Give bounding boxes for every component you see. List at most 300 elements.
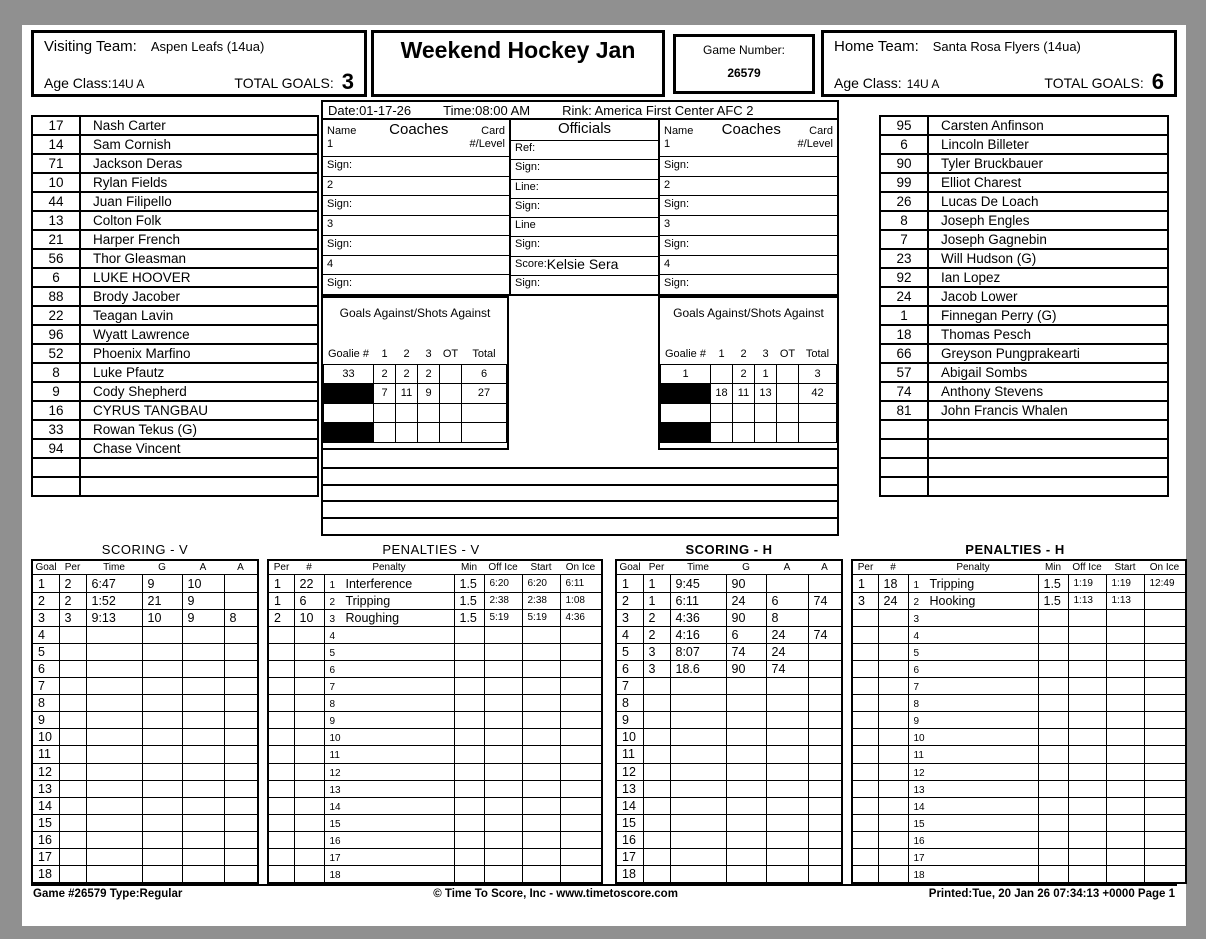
cell: Phoenix Marfino — [80, 344, 318, 363]
cell — [454, 797, 484, 814]
table-row — [32, 420, 318, 439]
table-row — [880, 173, 1168, 192]
cell: 11 — [616, 746, 643, 763]
cell — [86, 660, 142, 677]
cell — [1038, 678, 1068, 695]
penalty-row-number: 1 — [913, 579, 920, 591]
penalty-row-number: 11 — [913, 750, 924, 762]
cell — [182, 797, 224, 814]
coach-row: 4 — [323, 255, 509, 275]
cell — [484, 712, 522, 729]
cell — [766, 678, 808, 695]
penalty-name: Hooking — [929, 593, 976, 608]
cell — [726, 712, 766, 729]
visiting-team-box — [31, 30, 367, 97]
start-header: Start — [530, 562, 552, 574]
cell — [808, 609, 842, 626]
cell — [670, 797, 726, 814]
blank-rows-block — [321, 450, 839, 536]
cell: 8 — [32, 363, 80, 382]
cell — [878, 831, 908, 848]
cell: 12 — [616, 763, 643, 780]
cell — [1106, 609, 1144, 626]
table-row — [32, 439, 318, 458]
table-row — [32, 848, 258, 865]
cell — [268, 848, 294, 865]
cell — [142, 797, 182, 814]
table-row — [268, 797, 602, 814]
table-row — [852, 609, 1186, 626]
cell: 4:36 — [560, 609, 602, 626]
table-row — [32, 831, 258, 848]
table-row — [32, 230, 318, 249]
home-age-class — [834, 75, 939, 91]
cell — [1068, 712, 1106, 729]
penalty-header: Penalty — [372, 562, 406, 574]
cell — [142, 866, 182, 883]
cell: 13 — [755, 384, 777, 404]
cell: 9 — [182, 609, 224, 626]
cell — [908, 729, 1038, 746]
table-row — [616, 678, 842, 695]
cell — [454, 780, 484, 797]
age-class-value: 14U A — [111, 77, 145, 91]
game-date: Date:01-17-26 — [328, 102, 412, 118]
time-header: Time — [103, 562, 125, 574]
table-row — [880, 116, 1168, 135]
cell — [522, 866, 560, 883]
total-goals-value: 3 — [341, 69, 354, 94]
cell: 6 — [726, 626, 766, 643]
cell — [484, 763, 522, 780]
table-row — [616, 814, 842, 831]
cell — [294, 729, 324, 746]
cell — [560, 729, 602, 746]
cell: 14 — [32, 135, 80, 154]
cell: Cody Shepherd — [80, 382, 318, 401]
table-row — [32, 344, 318, 363]
cell — [454, 763, 484, 780]
visiting-total-goals — [234, 69, 354, 94]
player-number-header: # — [306, 562, 312, 574]
cell: 1.5 — [1038, 575, 1068, 592]
table-row — [661, 364, 837, 384]
cell: 1:13 — [1106, 592, 1144, 609]
cell: 90 — [880, 154, 928, 173]
cell — [766, 780, 808, 797]
cell — [766, 848, 808, 865]
cell — [726, 763, 766, 780]
home-team-line — [834, 38, 1164, 55]
period-1-header: 1 — [374, 344, 396, 364]
cell — [852, 814, 878, 831]
cell: 74 — [808, 626, 842, 643]
cell — [908, 814, 1038, 831]
penalty-row-number: 5 — [329, 647, 336, 659]
cell — [878, 643, 908, 660]
period-3-header: 3 — [755, 344, 777, 364]
cell — [643, 814, 670, 831]
cell — [908, 609, 1038, 626]
cell — [661, 423, 711, 443]
cell — [1038, 660, 1068, 677]
cell — [294, 797, 324, 814]
penalty-row-number: 18 — [329, 869, 341, 881]
coach-row: 2 — [323, 176, 509, 196]
cell — [1144, 780, 1186, 797]
cell: 2 — [733, 364, 755, 384]
penalty-name: Tripping — [345, 593, 391, 608]
cell: 1.5 — [454, 575, 484, 592]
cell — [711, 364, 733, 384]
cell — [522, 780, 560, 797]
cell — [766, 763, 808, 780]
cell: 6:47 — [86, 575, 142, 592]
cell — [1144, 592, 1186, 609]
penalties-h-title: PENALTIES - H — [965, 541, 1065, 557]
cell — [908, 848, 1038, 865]
cell — [928, 439, 1168, 458]
cell — [224, 746, 258, 763]
cell — [878, 763, 908, 780]
cell — [878, 848, 908, 865]
cell — [294, 780, 324, 797]
cell: 3 — [32, 609, 59, 626]
cell — [268, 797, 294, 814]
penalty-row-number: 12 — [913, 767, 925, 779]
cell — [799, 423, 837, 443]
start-header: Start — [1114, 562, 1136, 574]
cell — [294, 660, 324, 677]
table-row — [268, 848, 602, 865]
penalty-row-number: 3 — [913, 613, 920, 625]
penalty-row-number: 17 — [329, 853, 341, 865]
cell — [643, 678, 670, 695]
cell — [268, 746, 294, 763]
cell: 7 — [616, 678, 643, 695]
table-row — [268, 678, 602, 695]
cell — [908, 780, 1038, 797]
cell: 1.5 — [454, 592, 484, 609]
cell — [224, 643, 258, 660]
page-footer — [31, 884, 1177, 900]
cell — [454, 678, 484, 695]
cell: 6 — [616, 660, 643, 677]
cell — [142, 814, 182, 831]
cell — [440, 403, 462, 423]
goal-scorer-header: G — [742, 562, 750, 574]
cell: 1 — [643, 575, 670, 592]
cell — [1144, 660, 1186, 677]
cell: 8 — [32, 695, 59, 712]
official-label: Sign: — [515, 199, 541, 212]
cell: 95 — [880, 116, 928, 135]
penalties-v-title: PENALTIES - V — [382, 541, 480, 557]
official-row — [511, 140, 658, 159]
cell — [224, 831, 258, 848]
cell — [59, 763, 86, 780]
cell: 6 — [32, 660, 59, 677]
cell — [522, 797, 560, 814]
cell: 10 — [616, 729, 643, 746]
cell: 92 — [880, 268, 928, 287]
cell: 11 — [733, 384, 755, 404]
cell — [852, 626, 878, 643]
table-row — [880, 268, 1168, 287]
cell: 10 — [32, 729, 59, 746]
visiting-goals-against-table — [323, 344, 507, 443]
table-row — [880, 249, 1168, 268]
penalty-name: Tripping — [929, 576, 975, 591]
footer-printed-info: Printed:Tue, 20 Jan 26 07:34:13 +0000 Page 1 — [928, 887, 1175, 900]
coach-row: 4 — [660, 255, 837, 275]
cell: Juan Filipello — [80, 192, 318, 211]
cell: 9 — [32, 712, 59, 729]
penalty-row-number: 15 — [913, 818, 925, 830]
cell: 6 — [32, 268, 80, 287]
cell: 13 — [32, 780, 59, 797]
cell — [268, 831, 294, 848]
cell — [59, 848, 86, 865]
table-row — [32, 325, 318, 344]
cell — [852, 729, 878, 746]
cell: 1 — [616, 575, 643, 592]
overtime-header: OT — [777, 344, 799, 364]
cell: Elliot Charest — [928, 173, 1168, 192]
blank-row — [323, 517, 837, 534]
cell — [852, 763, 878, 780]
cell — [142, 729, 182, 746]
penalty-row-number: 5 — [913, 647, 920, 659]
cell: 6:11 — [670, 592, 726, 609]
minutes-header: Min — [1044, 562, 1062, 574]
cell — [1068, 866, 1106, 883]
home-roster-table — [879, 115, 1169, 497]
cell — [294, 712, 324, 729]
cell: 9 — [616, 712, 643, 729]
cell — [324, 848, 454, 865]
table-row — [32, 477, 318, 496]
goal-scorer-header: G — [158, 562, 166, 574]
cell — [1068, 814, 1106, 831]
cell — [766, 797, 808, 814]
minutes-header: Min — [460, 562, 478, 574]
table-row — [32, 660, 258, 677]
blank-row — [323, 450, 837, 467]
cell — [908, 831, 1038, 848]
cell — [852, 660, 878, 677]
coach-card-sublabel: #/Level — [469, 138, 505, 150]
coach-row: 2 — [660, 176, 837, 196]
penalty-row-number: 18 — [913, 869, 925, 881]
official-row — [511, 217, 658, 236]
cell: 56 — [32, 249, 80, 268]
cell: Colton Folk — [80, 211, 318, 230]
cell — [560, 695, 602, 712]
coach-row: Sign: — [660, 195, 837, 215]
period-header: Per — [648, 562, 665, 574]
penalties-home-section — [843, 542, 1187, 884]
cell — [1068, 678, 1106, 695]
home-goals-against-table — [660, 344, 837, 443]
cell — [324, 626, 454, 643]
official-label: Line — [515, 219, 536, 231]
cell — [808, 848, 842, 865]
cell: 88 — [32, 287, 80, 306]
cell — [224, 592, 258, 609]
table-row — [616, 643, 842, 660]
penalty-row-number: 6 — [329, 665, 336, 676]
penalty-row-number: 12 — [329, 767, 341, 779]
scoring-header-row — [32, 560, 258, 575]
table-row — [32, 363, 318, 382]
cell — [852, 831, 878, 848]
cell: John Francis Whalen — [928, 401, 1168, 420]
cell — [324, 814, 454, 831]
cell — [522, 643, 560, 660]
cell — [1068, 609, 1106, 626]
cell — [1106, 729, 1144, 746]
goals-against-block — [321, 296, 839, 450]
penalty-row-number: 16 — [913, 835, 925, 847]
goals-against-title: Goals Against/Shots Against — [339, 306, 491, 320]
cell — [643, 780, 670, 797]
cell — [808, 643, 842, 660]
coach-row: Sign: — [323, 156, 509, 176]
off-ice-header: Off Ice — [488, 562, 518, 574]
cell: Tyler Bruckbauer — [928, 154, 1168, 173]
cell — [852, 643, 878, 660]
penalty-name: Roughing — [345, 610, 400, 625]
cell — [560, 831, 602, 848]
cell — [560, 678, 602, 695]
cell — [1068, 831, 1106, 848]
cell — [324, 643, 454, 660]
home-team-name: Santa Rosa Flyers (14ua) — [932, 39, 1081, 54]
cell — [908, 763, 1038, 780]
cell — [1038, 746, 1068, 763]
cell — [878, 695, 908, 712]
cell — [880, 439, 928, 458]
table-row — [324, 384, 507, 404]
home-team-box — [821, 30, 1177, 97]
cell — [294, 866, 324, 883]
page-title: Weekend Hockey Jan — [371, 30, 665, 97]
cell — [182, 729, 224, 746]
cell — [462, 423, 507, 443]
cell — [86, 797, 142, 814]
table-row — [32, 643, 258, 660]
cell — [86, 866, 142, 883]
table-row — [852, 831, 1186, 848]
coaches-header — [660, 120, 837, 156]
cell: 1 — [852, 575, 878, 592]
cell — [1068, 643, 1106, 660]
cell — [878, 746, 908, 763]
total-goals-value: 6 — [1151, 69, 1164, 94]
cell — [777, 384, 799, 404]
cell — [484, 866, 522, 883]
cell — [880, 420, 928, 439]
cell: 24 — [878, 592, 908, 609]
cell — [755, 403, 777, 423]
cell — [908, 626, 1038, 643]
table-row — [268, 866, 602, 883]
coach-row-number: 1 — [664, 138, 671, 150]
cell: 7 — [32, 678, 59, 695]
cell: Lucas De Loach — [928, 192, 1168, 211]
cell — [182, 626, 224, 643]
cell: 4 — [32, 626, 59, 643]
cell — [670, 866, 726, 883]
home-coaches-panel — [660, 120, 837, 294]
cell — [670, 831, 726, 848]
table-row — [268, 660, 602, 677]
cell — [484, 678, 522, 695]
goalie-number-header: Goalie # — [324, 344, 374, 364]
penalty-row-number: 14 — [913, 801, 925, 813]
cell: 5:19 — [522, 609, 560, 626]
cell: 33 — [324, 364, 374, 384]
cell — [808, 712, 842, 729]
cell — [1106, 678, 1144, 695]
cell — [1106, 712, 1144, 729]
cell — [878, 866, 908, 883]
cell: 1 — [643, 592, 670, 609]
goals-against-title: Goals Against/Shots Against — [673, 306, 824, 320]
cell — [454, 660, 484, 677]
cell — [878, 609, 908, 626]
cell — [1144, 626, 1186, 643]
penalty-row-number: 1 — [329, 579, 336, 591]
cell: 9:45 — [670, 575, 726, 592]
coaches-officials-block — [321, 120, 839, 296]
cell: 1.5 — [1038, 592, 1068, 609]
cell: 1.5 — [454, 609, 484, 626]
coaches-title: Coaches — [721, 121, 781, 138]
table-row — [32, 306, 318, 325]
goal-header: Goal — [619, 562, 641, 574]
table-row — [880, 344, 1168, 363]
cell — [59, 626, 86, 643]
cell — [766, 746, 808, 763]
game-time: Time:08:00 AM — [443, 102, 531, 118]
cell — [374, 423, 396, 443]
table-row — [32, 609, 258, 626]
cell — [670, 848, 726, 865]
cell: 18 — [616, 866, 643, 883]
cell: Luke Pfautz — [80, 363, 318, 382]
on-ice-header: On Ice — [1149, 562, 1180, 574]
cell: 96 — [32, 325, 80, 344]
cell — [670, 746, 726, 763]
cell — [224, 660, 258, 677]
cell — [1038, 626, 1068, 643]
cell — [59, 814, 86, 831]
scoresheet-header — [31, 30, 1177, 97]
cell — [726, 814, 766, 831]
table-row — [32, 287, 318, 306]
cell — [808, 814, 842, 831]
cell — [142, 660, 182, 677]
table-row — [880, 458, 1168, 477]
cell — [142, 746, 182, 763]
cell — [522, 678, 560, 695]
cell — [182, 678, 224, 695]
cell — [908, 712, 1038, 729]
table-row — [32, 173, 318, 192]
cell — [852, 609, 878, 626]
